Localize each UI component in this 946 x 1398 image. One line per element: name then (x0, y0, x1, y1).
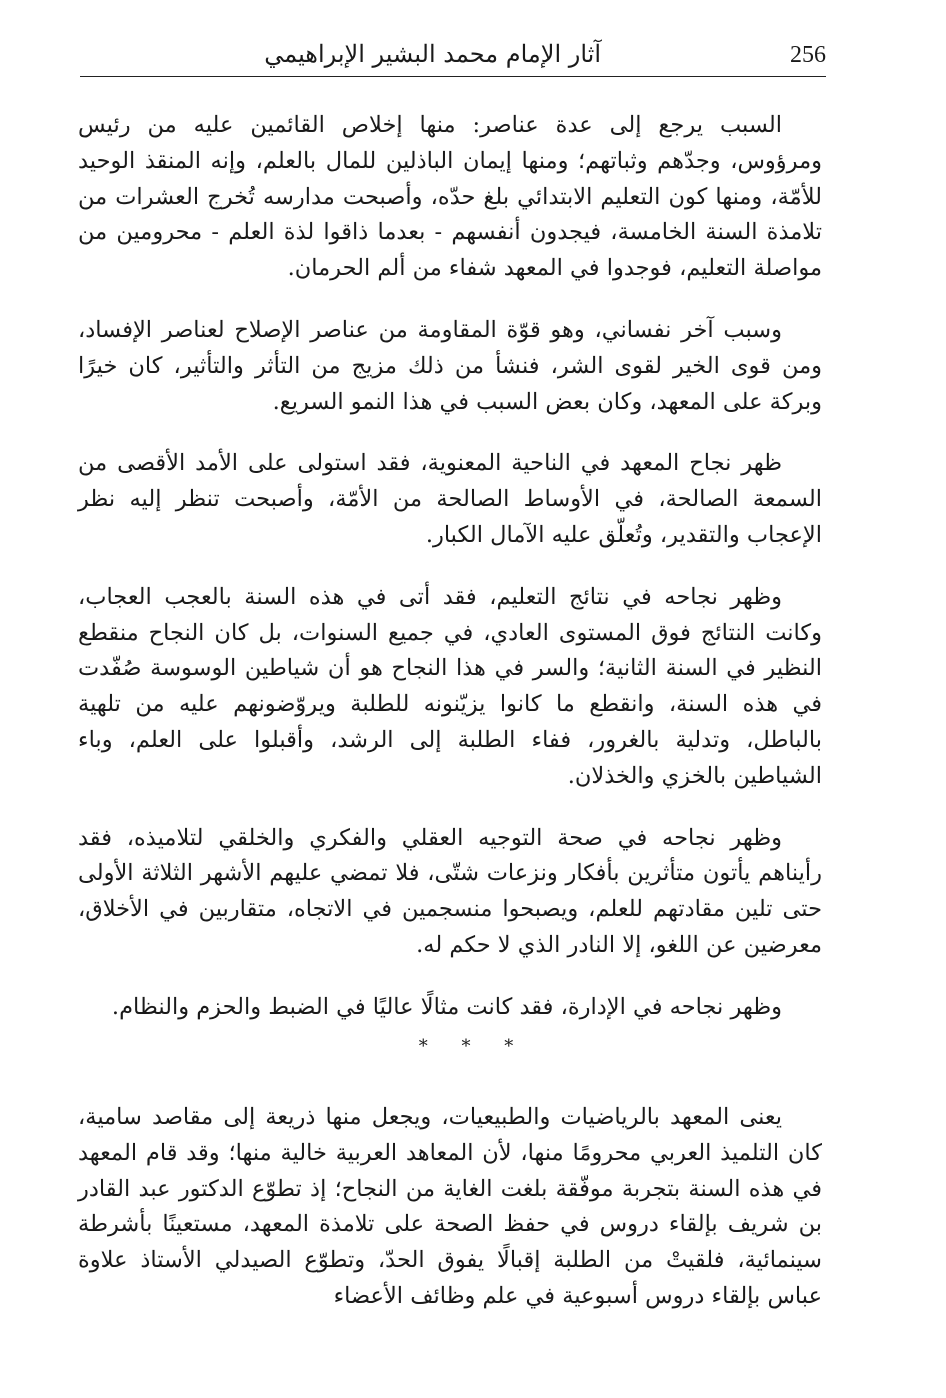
section-separator: * * * (418, 1036, 528, 1057)
paragraph-6: وظهر نجاحه في الإدارة، فقد كانت مثالًا عاليًا في الضبط والحزم والنظام. (111, 993, 782, 1020)
running-title: آثار الإمام محمد البشير الإبراهيمي (264, 40, 601, 68)
paragraph-1: السبب يرجع إلى عدة عناصر: منها إخلاص القائمين عليه من رئيس ومرؤوس، وجدّهم وثباتهم؛ ومنها إيمان الباذلين للمال بالعلم، وإنه المنقذ الوحيد للأمّة، ومنها كون التعليم الابتدائي بلغ حدّه، وأصبحت مدارسه تُخرج العشرات من تلامذة السنة الخامسة، فيجدون أنفسهم - بعدما ذاقوا لذة العلم - محرومين من مواصلة التعليم، فوجدوا في المعهد شفاء من ألم الحرمان. (78, 112, 822, 282)
paragraph-3: ظهر نجاح المعهد في الناحية المعنوية، فقد استولى على الأمد الأقصى من السمعة الصالحة، في الأوساط الصالحة من الأمّة، وأصبحت تنظر إليه نظر الإعجاب والتقدير، وتُعلّق عليه الآمال الكبار. (78, 450, 822, 548)
paragraph-2: وسبب آخر نفساني، وهو قوّة المقاومة من عناصر الإصلاح لعناصر الإفساد، ومن قوى الخير لقوى الشر، فنشأ من ذلك مزيج من التأثر والتأثير، كان خيرًا وبركة على المعهد، وكان بعض السبب في هذا النمو السريع. (78, 316, 822, 415)
paragraph-4: وظهر نجاحه في نتائج التعليم، فقد أتى في هذه السنة بالعجب العجاب، وكانت النتائج فوق المستوى العادي، في جميع السنوات، بل كان النجاح منقطع النظير في السنة الثانية؛ والسر في هذا النجاح هو أن شياطين الوسوسة صُفّدت في هذه السنة، وانقطع ما كانوا يزيّنونه للطلبة ويروّضونهم عليه من تلهية بالباطل، وتدلية بالغرور، ففاء الطلبة إلى الرشد، وأقبلوا على العلم، وباء الشياطين بالخزي والخذلان. (78, 583, 822, 789)
page-number: 256 (790, 42, 826, 68)
paragraph-7: يعنى المعهد بالرياضيات والطبيعيات، ويجعل منها ذريعة إلى مقاصد سامية، كان التلميذ العربي محرومًا منها، لأن المعاهد العربية خالية منها؛ وقد قام المعهد في هذه السنة بتجربة موفّقة بلغت الغاية من النجاح؛ إذ تطوّع الدكتور عبد القادر بن شريف بإلقاء دروس في حفظ الصحة على تلامذة المعهد، مستعينًا بأشرطة سينمائية، فلقيتْ من الطلبة إقبالًا يفوق الحدّ، وتطوّع الصيدلي الأستاذ علاوة عباس بإلقاء دروس أسبوعية في علم وظائف الأعضاء (78, 1104, 822, 1309)
main-text (78, 108, 822, 1026)
paragraph-5: وظهر نجاحه في صحة التوجيه العقلي والفكري والخلقي لتلاميذه، فقد رأيناهم يأتون متأثرين بأفكار ونزعات شتّى، فلا تمضي عليهم الأشهر الثلاثة الأولى حتى تلين مقادتهم للعلم، ويصبحوا منسجمين في الاتجاه، متقاربين في الأخلاق، معرضين عن اللغو، إلا النادر الذي لا حكم له. (78, 824, 822, 958)
continuation-text (78, 1100, 822, 1315)
page-header (80, 36, 826, 77)
